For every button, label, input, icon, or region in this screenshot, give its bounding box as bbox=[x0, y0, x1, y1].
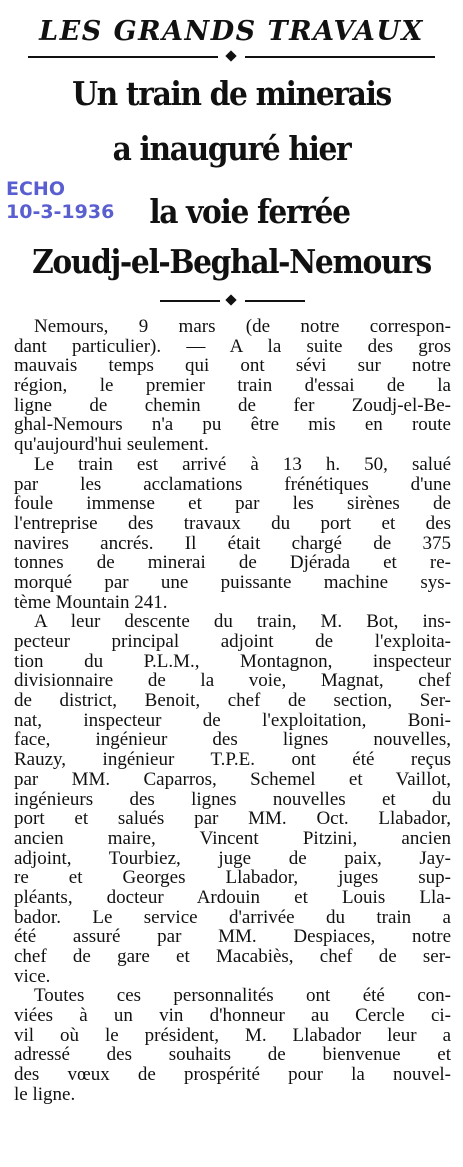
article-line: chef de gare et Macabiès, chef de ser- bbox=[14, 947, 451, 967]
article-line: A leur descente du train, M. Bot, ins- bbox=[34, 612, 451, 632]
section-rubric: LES GRANDS TRAVAUX bbox=[39, 16, 424, 47]
archive-stamp-date: 10-3-1936 bbox=[6, 201, 115, 223]
article-line: adjoint, Tourbiez, juge de paix, Jay- bbox=[14, 848, 451, 869]
article-line: viées à un vin d'honneur au Cercle ci- bbox=[14, 1006, 451, 1026]
article-line: ingénieurs des lignes nouvelles et du bbox=[14, 789, 451, 810]
article-line: ligne de chemin de fer Zoudj-el-Be- bbox=[14, 395, 451, 416]
article-line: Nemours, 9 mars (de notre correspon- bbox=[34, 317, 451, 337]
headline-rule-right bbox=[245, 300, 305, 302]
headline-line-2: a inauguré hier bbox=[112, 129, 351, 168]
article-line: bador. Le service d'arrivée du train a bbox=[14, 907, 451, 928]
article-line: navires ancrés. Il était chargé de 375 bbox=[14, 533, 451, 554]
article-line: été assuré par MM. Despiaces, notre bbox=[14, 927, 451, 947]
article-line: foule immense et par les sirènes de bbox=[14, 494, 451, 514]
headline-line-4: Zoudj-el-Beghal-Nemours bbox=[32, 242, 431, 281]
article-line: par les acclamations frénétiques d'une bbox=[14, 474, 451, 495]
article-line: morqué par une puissante machine sys- bbox=[14, 572, 451, 593]
article-line: tème Mountain 241. bbox=[14, 592, 168, 613]
article-line: le ligne. bbox=[14, 1084, 76, 1105]
article-line: tion du P.L.M., Montagnon, inspecteur bbox=[14, 651, 451, 672]
article-line: pléants, docteur Ardouin et Louis Lla- bbox=[14, 887, 451, 908]
headline-rule-left bbox=[160, 300, 220, 302]
rubric-rule-diamond bbox=[225, 50, 236, 61]
article-line: Le train est arrivé à 13 h. 50, salué bbox=[34, 454, 451, 475]
article-line: ancien maire, Vincent Pitzini, ancien bbox=[14, 828, 451, 849]
article-line: re et Georges Llabador, juges sup- bbox=[14, 868, 451, 888]
article-line: vice. bbox=[14, 966, 51, 987]
article-line: dant particulier). — A la suite des gros bbox=[14, 336, 451, 357]
article-line: l'entreprise des travaux du port et des bbox=[14, 513, 451, 534]
article-line: mauvais temps qui ont sévi sur notre bbox=[14, 356, 451, 377]
article-line: des vœux de prospérité pour la nouvel- bbox=[14, 1065, 451, 1085]
headline-line-1: Un train de minerais bbox=[72, 74, 391, 113]
article-body bbox=[14, 317, 451, 1105]
article-line: qu'aujourd'hui seulement. bbox=[14, 435, 209, 455]
article-line: région, le premier train d'essai de la bbox=[14, 376, 451, 396]
rubric-rule-left bbox=[28, 56, 218, 58]
article-line: Rauzy, ingénieur T.P.E. ont été reçus bbox=[14, 750, 451, 770]
article-line: divisionnaire de la voie, Magnat, chef bbox=[14, 671, 451, 692]
rubric-rule-right bbox=[245, 56, 435, 58]
article-line: pecteur principal adjoint de l'exploita- bbox=[14, 632, 451, 652]
archive-stamp-source: ECHO bbox=[6, 178, 65, 200]
article-line: face, ingénieur des lignes nouvelles, bbox=[14, 730, 451, 751]
article-line: ghal-Nemours n'a pu être mis en route bbox=[14, 415, 451, 436]
article-line: tonnes de minerai de Djérada et re- bbox=[14, 553, 451, 573]
headline-line-3: la voie ferrée bbox=[149, 192, 350, 231]
article-line: par MM. Caparros, Schemel et Vaillot, bbox=[14, 769, 451, 790]
article-line: adressé des souhaits de bienvenue et bbox=[14, 1045, 451, 1066]
headline-rule-diamond bbox=[225, 294, 236, 305]
article-line: port et salués par MM. Oct. Llabador, bbox=[14, 809, 451, 829]
article-line: Toutes ces personnalités ont été con- bbox=[34, 986, 451, 1007]
article-line: vil où le président, M. Llabador leur a bbox=[14, 1025, 451, 1046]
article-line: de district, Benoit, chef de section, Ser- bbox=[14, 691, 451, 711]
article-line: nat, inspecteur de l'exploitation, Boni- bbox=[14, 710, 451, 731]
